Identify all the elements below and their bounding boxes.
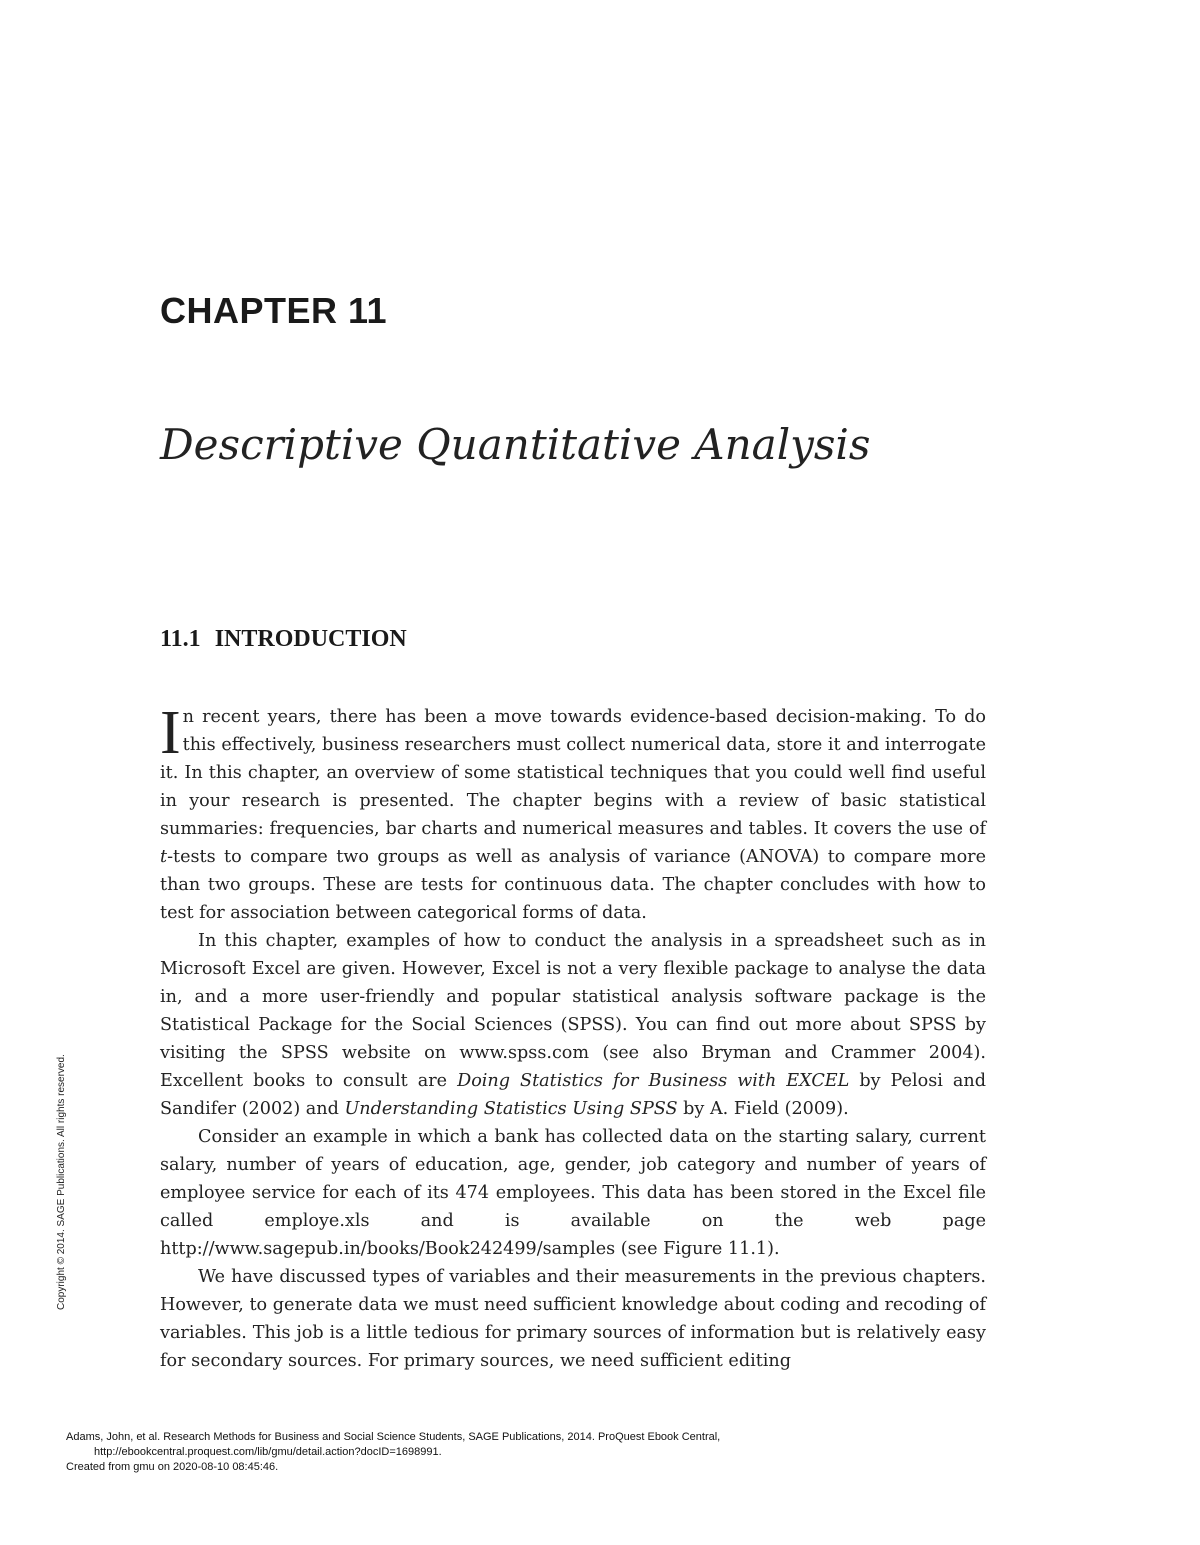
- drop-cap: I: [160, 699, 181, 767]
- t-italic: t: [160, 847, 168, 867]
- paragraph-2: [160, 927, 986, 1123]
- section-heading: [160, 626, 407, 653]
- paragraph-3: Consider an example in which a bank has collected data on the starting salary, current salary, number of years of education, age, gender, job category and number of years of employee service for each of its 474 employees. This data has been stored in the Excel file called employe.xls and is available on the web page http://www.sagepub.in/books/Book242499/samples (see Figure 11.1).: [160, 1127, 986, 1259]
- citation-line-1: Adams, John, et al. Research Methods for Business and Social Science Students, SAGE Publications, 2014. ProQuest Ebook Central,: [66, 1431, 721, 1443]
- body-text: [160, 699, 986, 1375]
- paragraph-4: We have discussed types of variables and their measurements in the previous chapters. However, to generate data we must need sufficient knowledge about coding and recoding of variables. This job is a little tedious for primary sources of information but is relatively easy for secondary sources. For primary sources, we need sufficient editing: [160, 1267, 986, 1371]
- book-title-2: Understanding Statistics Using SPSS: [344, 1099, 678, 1119]
- paragraph-2-text-b: by Pelosi and Sandifer (2002) and: [160, 1071, 986, 1119]
- chapter-label: CHAPTER 11: [160, 290, 388, 331]
- chapter-title: Descriptive Quantitative Analysis: [160, 420, 871, 469]
- section-title: INTRODUCTION: [214, 626, 407, 652]
- paragraph-1-text-a: n recent years, there has been a move towards evidence-based decision-making. To do this effectively, business researchers must collect numerical data, store it and interrogate it. In this chapter, an overview of some statistical techniques that you could well find useful in your research is presented. The chapter begins with a review of basic statistical summaries: frequencies, bar charts and numerical measures and tables. It covers the use of: [160, 707, 986, 839]
- paragraph-1-text-b: -tests to compare two groups as well as analysis of variance (ANOVA) to compare more than two groups. These are tests for continuous data. The chapter concludes with how to test for association between categorical forms of data.: [160, 847, 986, 923]
- side-copyright: Copyright © 2014. SAGE Publications. All rights reserved.: [56, 1054, 67, 1310]
- book-title-1: Doing Statistics for Business with EXCEL: [457, 1071, 850, 1091]
- citation-line-2: http://ebookcentral.proquest.com/lib/gmu/detail.action?docID=1698991.: [94, 1446, 442, 1458]
- citation-line-3: Created from gmu on 2020-08-10 08:45:46.: [66, 1461, 279, 1473]
- paragraph-1: [160, 699, 986, 927]
- paragraph-2-text-c: by A. Field (2009).: [677, 1099, 849, 1119]
- paragraph-2-text-a: In this chapter, examples of how to conduct the analysis in a spreadsheet such as in Microsoft Excel are given. However, Excel is not a very flexible package to analyse the data in, and a more user-friendly and popular statistical analysis software package is the Statistical Package for the Social Sciences (SPSS). You can find out more about SPSS by visiting the SPSS website on www.spss.com (see also Bryman and Crammer 2004). Excellent books to consult are: [160, 931, 986, 1091]
- section-number: 11.1: [160, 626, 201, 652]
- citation-footer: [66, 1430, 720, 1475]
